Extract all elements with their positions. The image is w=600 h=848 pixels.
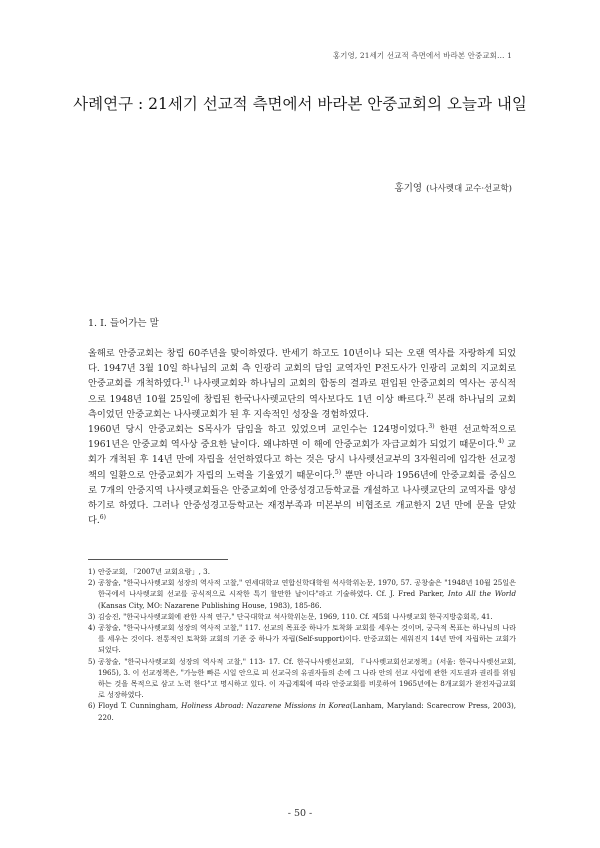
paragraph-segment: 뿐만 아니라 1956년에 안중교회를 중심으로 7개의 안중지역 나사렛교회들은 안중교회에 안중성경고등학교를 개설하고 나사렛교단의 교역자를 양성하기로 하였다. 그러나 안중성경고등학교는 재정부족과 미본부의 비협조로 개교한지 2년 만에 문을 닫았다. (88, 469, 516, 527)
footnote-ref: 3) (428, 422, 435, 430)
footnote-text: 안중교회, 「2007년 교회요람」, 3. (98, 567, 210, 576)
footnote-text: 공창술, "한국나사렛교회 성장의 역사적 고찰," 117. 선교의 목표중 하나가 토착화 교회를 세우는 것이며, 궁극적 목표는 하나님의 나라를 세우는 것이다. 전통적인 토착화 교회의 기준 중 하나가 자립(Self-support)이다. 안중교회는 세워진지 14년 만에 자립하는 교회가 되었다. (98, 623, 516, 655)
footnote-number: 5) (88, 656, 96, 666)
footnote-item (88, 622, 516, 656)
footnote-ref: 5) (334, 468, 342, 476)
footnote-ref: 2) (427, 392, 434, 400)
paragraph-1 (88, 346, 516, 422)
footnote-text-tail: (Lanham, Maryland: Scarecrow Press, 2003), 220. (98, 701, 516, 722)
footnote-book-title: Holiness Abroad: Nazarene Missions in Korea (181, 701, 350, 711)
footnote-item (88, 611, 516, 622)
footnote-number: 2) (88, 578, 96, 588)
paragraph-segment: 나사렛교회와 하나님의 교회의 합동의 결과로 편입된 안중교회의 역사는 공식적으로 1948년 10월 25일에 창립된 한국나사렛교단의 역사보다도 1년 이상 빠르다. (88, 378, 517, 405)
footnote-text: 공창술, "한국나사렛교회 성장의 역사적 고찰," 113- 17. Cf. 한국나사렛선교회, 『나사렛교회선교정책』(서울: 한국나사렛선교회, 1965), 3. 이 선교정책은, "가능한 빠른 시일 안으로 피 선교국의 유권자들의 손에 그 나라 안의 선교 사업에 관한 지도권과 권리를 위임하는 것을 목적으로 삼고 노력 한다"고 명시하고 있다. 이 자급계획에 따라 안중교회를 비롯하여 1965년에는 8개교회가 완전자급교회로 성장하였다. (98, 656, 516, 700)
footnote-item (88, 566, 516, 577)
author-affiliation: (나사렛대 교수·선교학) (426, 184, 512, 194)
footnote-text-main: Floyd T. Cunningham, (98, 701, 182, 711)
footnote-book-title: Into All the World (447, 589, 516, 599)
running-header: 홍기영, 21세기 선교적 측면에서 바라본 안중교회… 1 (332, 51, 512, 60)
paragraph-segment: 1960년 당시 안중교회는 S목사가 담임을 하고 있었으며 교인수는 124명이었다. (88, 424, 429, 436)
footnote-item (88, 656, 516, 701)
footnote-number: 1) (88, 567, 96, 576)
body-text (88, 346, 516, 528)
paper-title: 사례연구 : 21세기 선교적 측면에서 바라본 안중교회의 오늘과 내일 (73, 95, 527, 113)
author-line (395, 180, 512, 194)
footnote-ref: 6) (99, 514, 106, 522)
paragraph-segment: 본래 하나님의 교회 측이었던 안중교회는 나사렛교회가 된 후 지속적인 성장을 경험하였다. (88, 393, 516, 420)
paragraph-2 (88, 422, 516, 528)
paragraph-segment: 올해로 안중교회는 창립 60주년을 맞이하였다. 반세기 하고도 10년이나 되는 오랜 역사를 자랑하게 되었다. 1947년 3월 10일 하나님의 교회 측 인광리 교회의 담임 교역자인 P전도사가 인광리 교회의 지교회로 안중교회를 개척하였다. (88, 348, 516, 390)
page-number: - 50 - (287, 808, 313, 819)
footnote-text (98, 577, 516, 611)
footnote-number: 3) (88, 611, 96, 621)
paragraph-segment: 한편 선교학적으로 1961년은 안중교회 역사상 중요한 날이다. 왜냐하면 이 해에 안중교회가 자급교회가 되었기 때문이다. (88, 424, 517, 451)
footnote-divider (88, 559, 228, 560)
author-name: 홍기영 (394, 183, 423, 194)
footnote-text-tail: (Kansas City, MO: Nazarene Publishing House, 1983), 185-86. (98, 600, 322, 610)
footnote-number: 4) (88, 623, 96, 633)
section-heading: 1. I. 들어가는 말 (88, 318, 159, 329)
footnote-ref: 1) (183, 377, 190, 385)
footnote-ref: 4) (497, 438, 504, 446)
footnote-item (88, 700, 516, 722)
footnote-text: 김승진, "한국나사렛교회에 관한 사적 연구," 단국대학교 석사학위논문, 1969, 110. Cf. 제5회 나사렛교회 한국지방총회록, 41. (98, 611, 493, 621)
footnote-item (88, 577, 516, 611)
paragraph-segment: 교회가 개척된 후 14년 만에 자립을 선언하였다고 하는 것은 당시 나사렛선교부의 3자원리에 입각한 선교정책의 일환으로 안중교회가 자립의 노력을 기울였기 때문이다. (88, 439, 516, 481)
footnote-number: 6) (88, 701, 96, 711)
footnotes (88, 566, 516, 723)
footnote-text (98, 700, 516, 722)
footnote-text-main: 공창술, "한국나사렛교회 성장의 역사적 고찰," 연세대학교 연합신학대학원 석사학위논문, 1970, 57. 공창술은 "1948년 10월 25일은 한국에서 나사렛교회 선교를 공식적으로 시작한 특기 할만한 날이다"라고 기술하였다. Cf. J. Fred Parker, (98, 578, 516, 599)
